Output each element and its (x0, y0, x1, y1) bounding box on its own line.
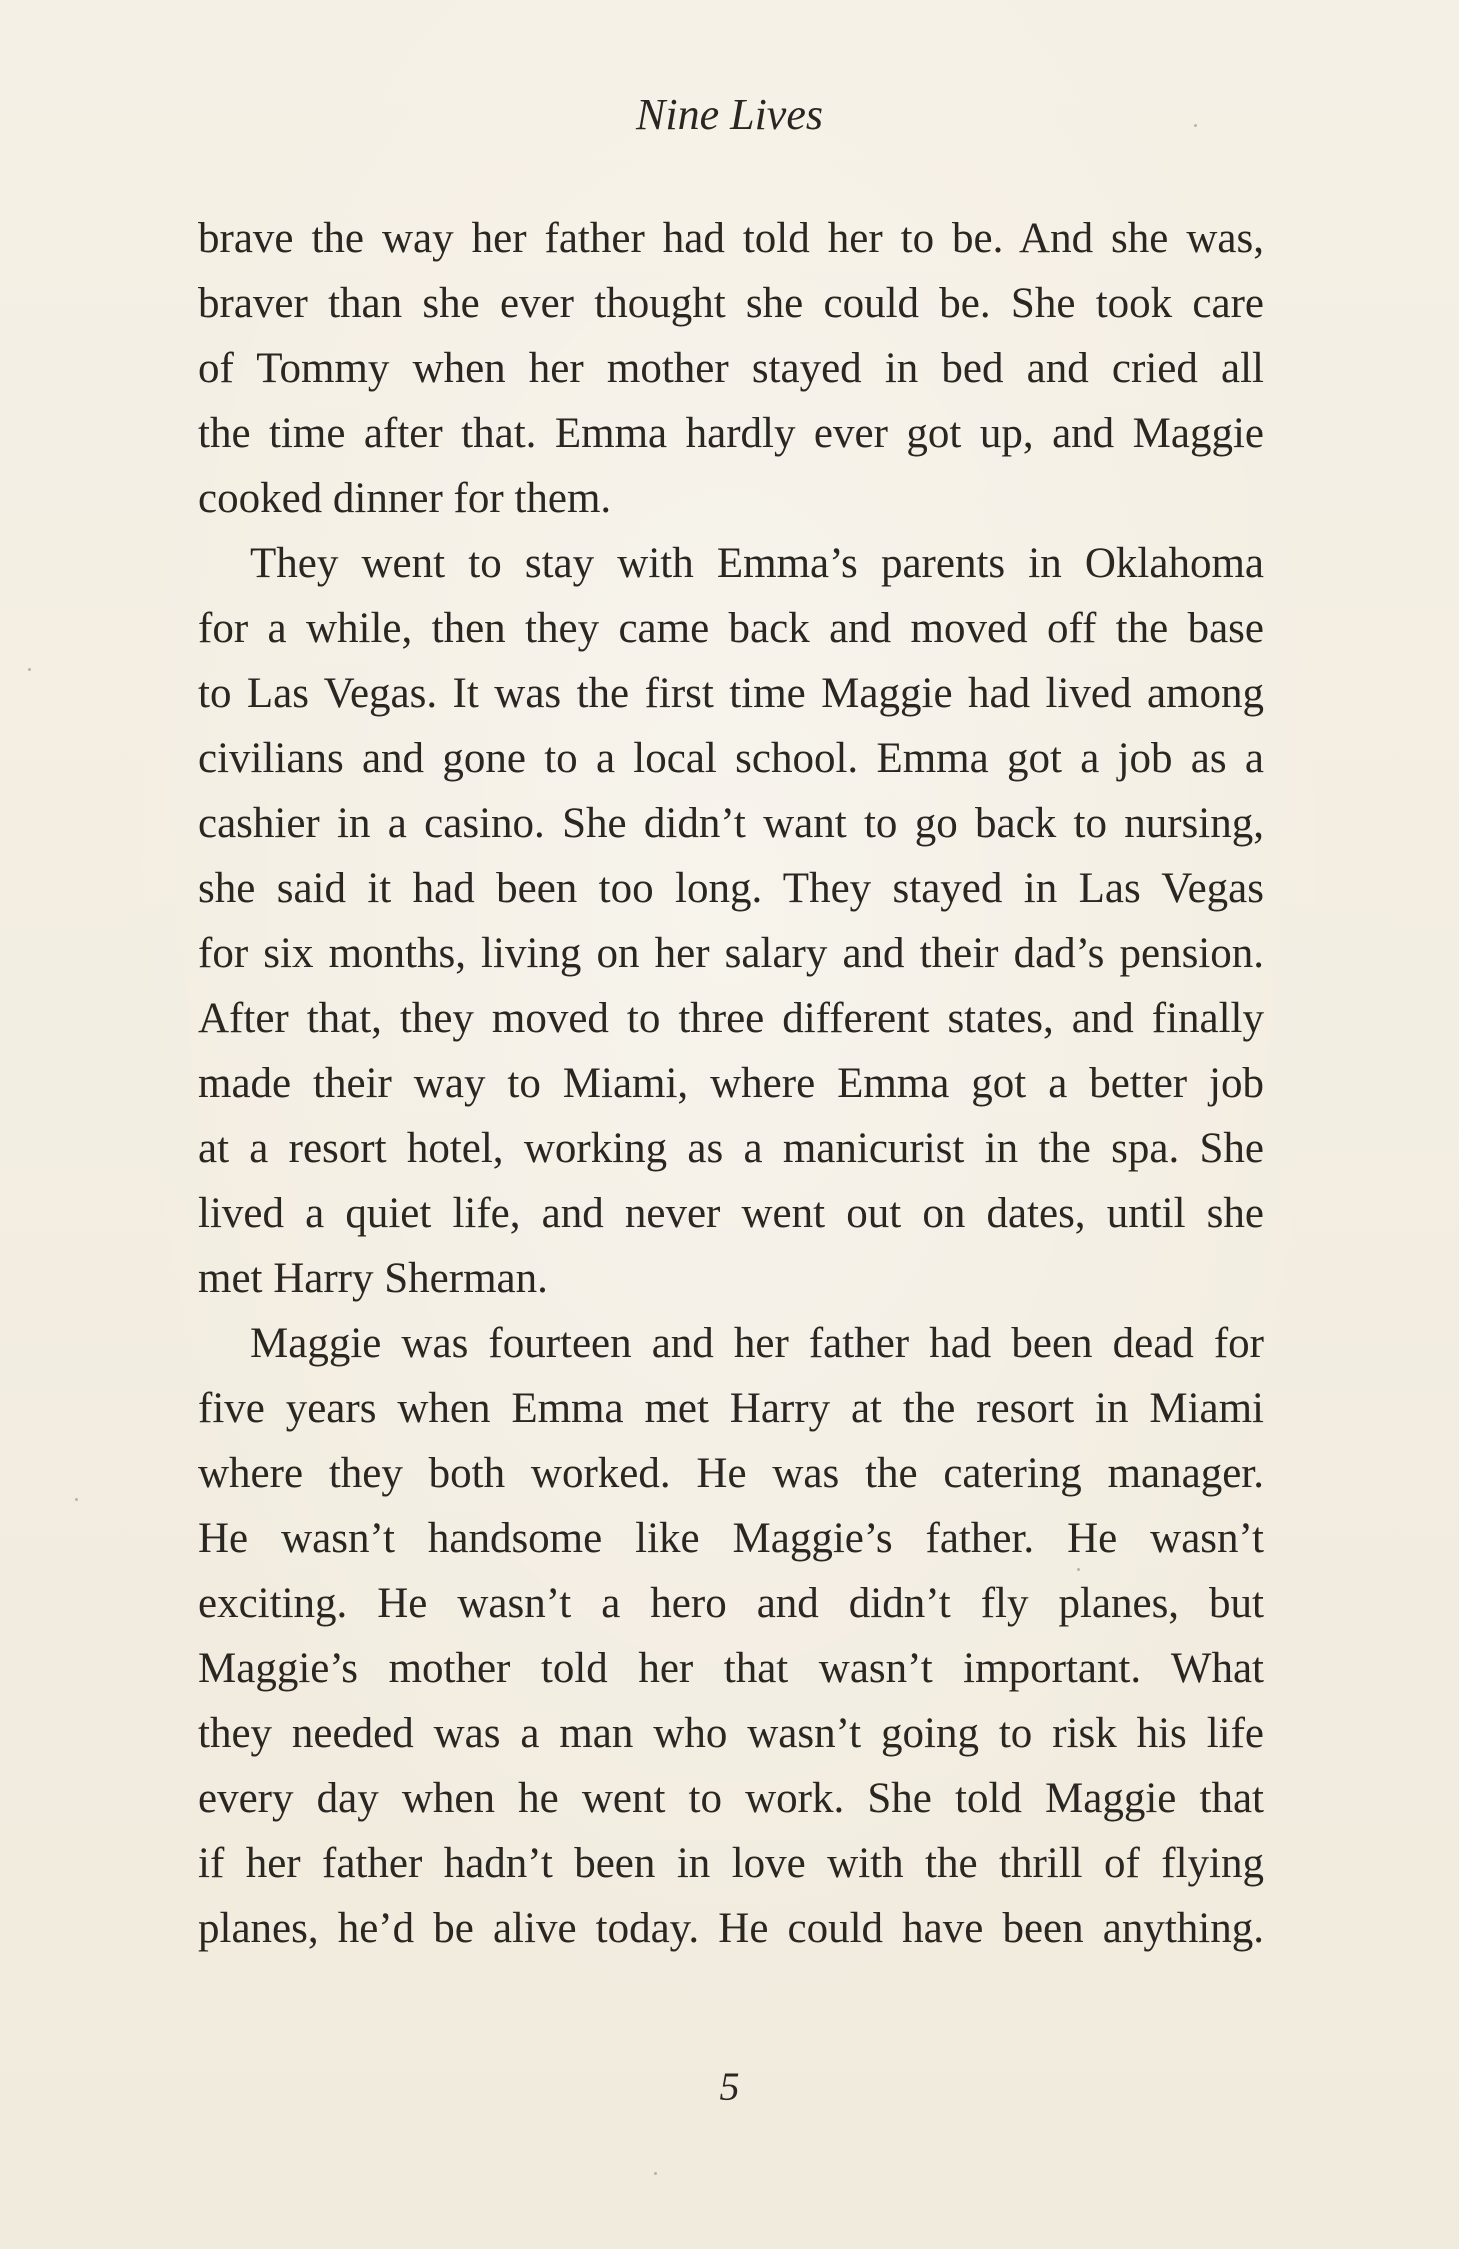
text-line: she said it had been too long. They stayed in Las Vegas (198, 865, 1264, 912)
text-line: lived a quiet life, and never went out on dates, until she (198, 1190, 1264, 1237)
text-line: exciting. He wasn’t a hero and didn’t fly planes, but (198, 1580, 1264, 1627)
text-line: Maggie was fourteen and her father had been dead for (250, 1320, 1264, 1367)
running-head: Nine Lives (636, 90, 823, 139)
text-line: to Las Vegas. It was the first time Maggie had lived among (198, 670, 1264, 717)
paragraph (198, 531, 1264, 1311)
paper-speck (75, 1498, 78, 1501)
text-line: five years when Emma met Harry at the resort in Miami (198, 1385, 1264, 1432)
paragraph (198, 206, 1264, 531)
text-line: brave the way her father had told her to be. And she was, (198, 215, 1264, 262)
text-line: they needed was a man who wasn’t going to risk his life (198, 1710, 1264, 1757)
text-line: After that, they moved to three different states, and finally (198, 995, 1264, 1042)
text-line: for a while, then they came back and moved off the base (198, 605, 1264, 652)
text-line: met Harry Sherman. (198, 1255, 548, 1302)
text-line: They went to stay with Emma’s parents in Oklahoma (250, 540, 1264, 587)
text-line: of Tommy when her mother stayed in bed and cried all (198, 345, 1264, 392)
text-line: planes, he’d be alive today. He could have been anything. (198, 1905, 1264, 1952)
text-line: if her father hadn’t been in love with the thrill of flying (198, 1840, 1264, 1887)
paper-speck (28, 668, 31, 671)
text-line: cooked dinner for them. (198, 475, 612, 522)
text-line: made their way to Miami, where Emma got a better job (198, 1060, 1264, 1107)
paragraph (198, 1311, 1264, 1961)
text-line: the time after that. Emma hardly ever got up, and Maggie (198, 410, 1264, 457)
page-number: 5 (719, 2064, 740, 2109)
text-line: cashier in a casino. She didn’t want to go back to nursing, (198, 800, 1264, 847)
text-line: braver than she ever thought she could be. She took care (198, 280, 1264, 327)
body-text (198, 206, 1264, 1961)
text-line: He wasn’t handsome like Maggie’s father. He wasn’t (198, 1515, 1264, 1562)
text-line: where they both worked. He was the catering manager. (198, 1450, 1264, 1497)
text-line: for six months, living on her salary and their dad’s pension. (198, 930, 1264, 977)
text-line: every day when he went to work. She told Maggie that (198, 1775, 1264, 1822)
text-line: civilians and gone to a local school. Emma got a job as a (198, 735, 1264, 782)
text-line: Maggie’s mother told her that wasn’t important. What (198, 1645, 1264, 1692)
text-line: at a resort hotel, working as a manicurist in the spa. She (198, 1125, 1264, 1172)
paper-speck (654, 2172, 657, 2175)
